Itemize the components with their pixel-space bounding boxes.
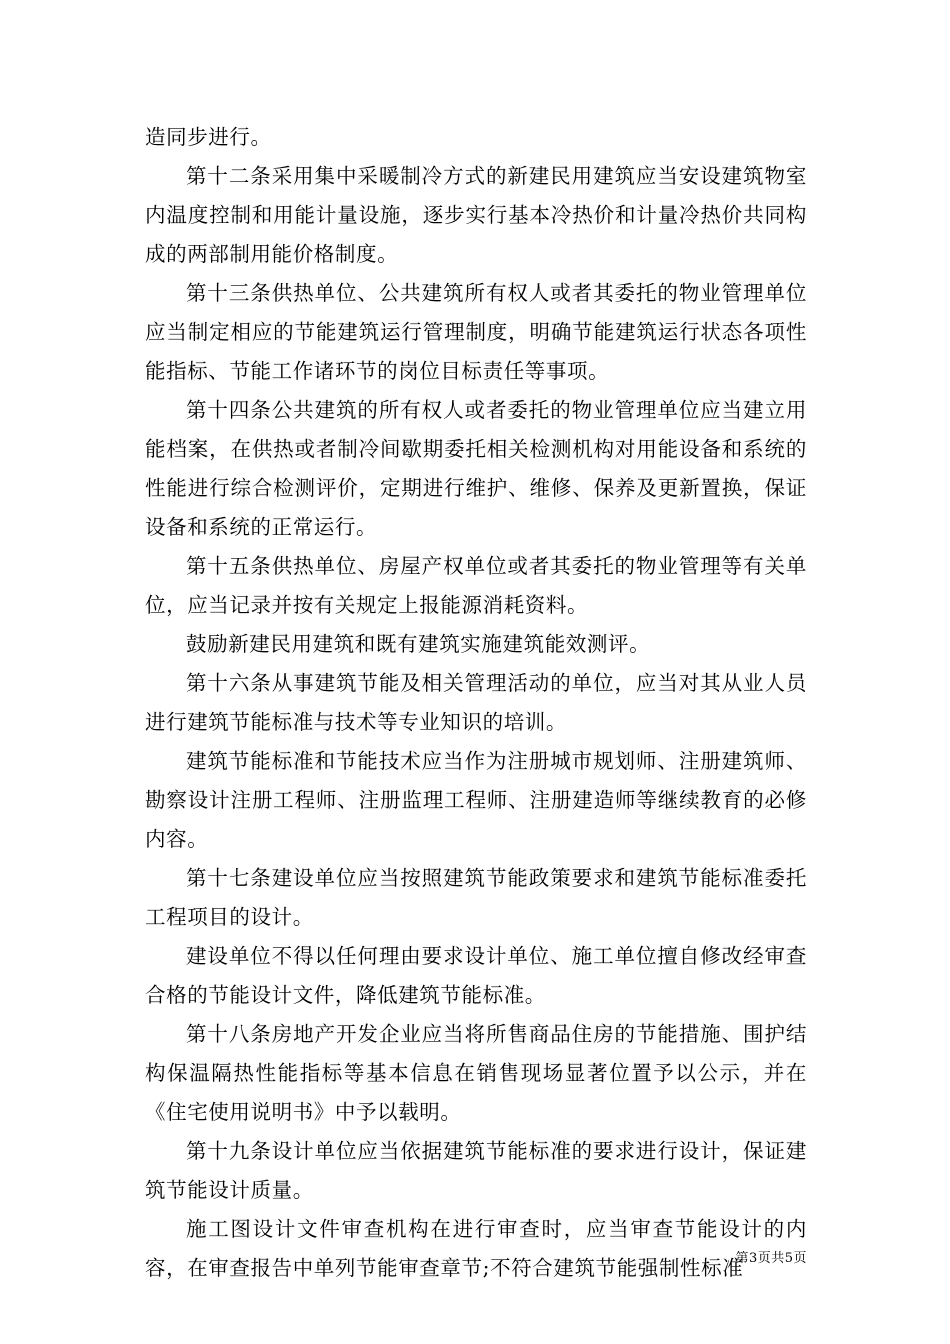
paragraph: 第十五条供热单位、房屋产权单位或者其委托的物业管理等有关单位，应当记录并按有关规定上报能源消耗资料。 [145,554,807,617]
document-body [145,118,807,1288]
paragraph: 第十九条设计单位应当依据建筑节能标准的要求进行设计，保证建筑节能设计质量。 [145,1139,807,1202]
page-number-footer: 第3页共5页 [735,1251,807,1266]
paragraph: 第十六条从事建筑节能及相关管理活动的单位，应当对其从业人员进行建筑节能标准与技术等专业知识的培训。 [145,671,807,734]
paragraph: 施工图设计文件审查机构在进行审查时，应当审查节能设计的内容，在审查报告中单列节能审查章节;不符合建筑节能强制性标准 [145,1217,807,1280]
paragraph: 建设单位不得以任何理由要求设计单位、施工单位擅自修改经审查合格的节能设计文件，降低建筑节能标准。 [145,944,807,1007]
paragraph: 鼓励新建民用建筑和既有建筑实施建筑能效测评。 [186,632,651,656]
paragraph: 第十三条供热单位、公共建筑所有权人或者其委托的物业管理单位应当制定相应的节能建筑运行管理制度，明确节能建筑运行状态各项性能指标、节能工作诸环节的岗位目标责任等事项。 [145,281,807,383]
paragraph: 建筑节能标准和节能技术应当作为注册城市规划师、注册建筑师、勘察设计注册工程师、注册监理工程师、注册建造师等继续教育的必修内容。 [145,749,807,851]
paragraph: 第十四条公共建筑的所有权人或者委托的物业管理单位应当建立用能档案，在供热或者制冷间歇期委托相关检测机构对用能设备和系统的性能进行综合检测评价，定期进行维护、维修、保养及更新置换，保证设备和系统的正常运行。 [145,398,807,539]
paragraph: 造同步进行。 [145,125,272,149]
paragraph: 第十七条建设单位应当按照建筑节能政策要求和建筑节能标准委托工程项目的设计。 [145,866,807,929]
paragraph: 第十八条房地产开发企业应当将所售商品住房的节能措施、围护结构保温隔热性能指标等基本信息在销售现场显著位置予以公示，并在《住宅使用说明书》中予以载明。 [145,1022,807,1124]
paragraph: 第十二条采用集中采暖制冷方式的新建民用建筑应当安设建筑物室内温度控制和用能计量设施，逐步实行基本冷热价和计量冷热价共同构成的两部制用能价格制度。 [145,164,807,266]
